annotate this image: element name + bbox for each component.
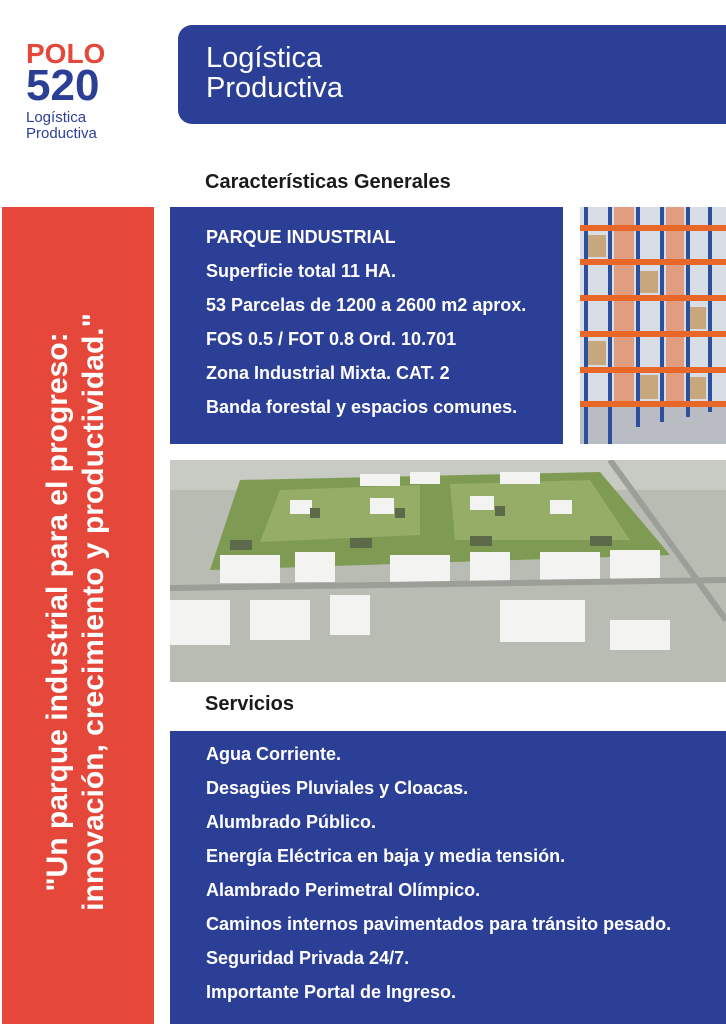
general-line: PARQUE INDUSTRIAL bbox=[206, 227, 396, 247]
services-line: Desagües Pluviales y Cloacas. bbox=[206, 778, 469, 798]
warehouse-racks-photo bbox=[580, 207, 726, 444]
logo-number: 520 bbox=[26, 61, 100, 110]
general-line: Superficie total 11 HA. bbox=[206, 261, 397, 281]
logo-polo-text: POLO bbox=[26, 38, 106, 69]
general-line: Banda forestal y espacios comunes. bbox=[206, 397, 518, 417]
industrial-park-aerial-image bbox=[170, 460, 726, 682]
services-line: Alambrado Perimetral Olímpico. bbox=[206, 880, 481, 900]
services-line: Caminos internos pavimentados para tránsito pesado. bbox=[206, 914, 672, 934]
services-line: Agua Corriente. bbox=[206, 744, 342, 764]
services-line: Energía Eléctrica en baja y media tensión. bbox=[206, 846, 566, 866]
general-heading: Características Generales bbox=[205, 171, 451, 193]
services-line: Alumbrado Público. bbox=[206, 812, 377, 832]
page-title: Logística Productiva bbox=[206, 42, 344, 104]
services-box bbox=[170, 731, 726, 1024]
general-box bbox=[170, 207, 563, 444]
general-line: Zona Industrial Mixta. CAT. 2 bbox=[206, 363, 450, 383]
general-line: 53 Parcelas de 1200 a 2600 m2 aprox. bbox=[206, 295, 527, 315]
general-line: FOS 0.5 / FOT 0.8 Ord. 10.701 bbox=[206, 329, 457, 349]
services-line: Importante Portal de Ingreso. bbox=[206, 982, 457, 1002]
logo bbox=[26, 40, 146, 142]
services-heading: Servicios bbox=[205, 693, 294, 715]
side-quote: "Un parque industrial para el progreso: innovación, crecimiento y productividad." bbox=[41, 313, 110, 911]
title-banner bbox=[178, 25, 726, 124]
services-line: Seguridad Privada 24/7. bbox=[206, 948, 410, 968]
logo-subtitle: Logística Productiva bbox=[26, 109, 97, 142]
